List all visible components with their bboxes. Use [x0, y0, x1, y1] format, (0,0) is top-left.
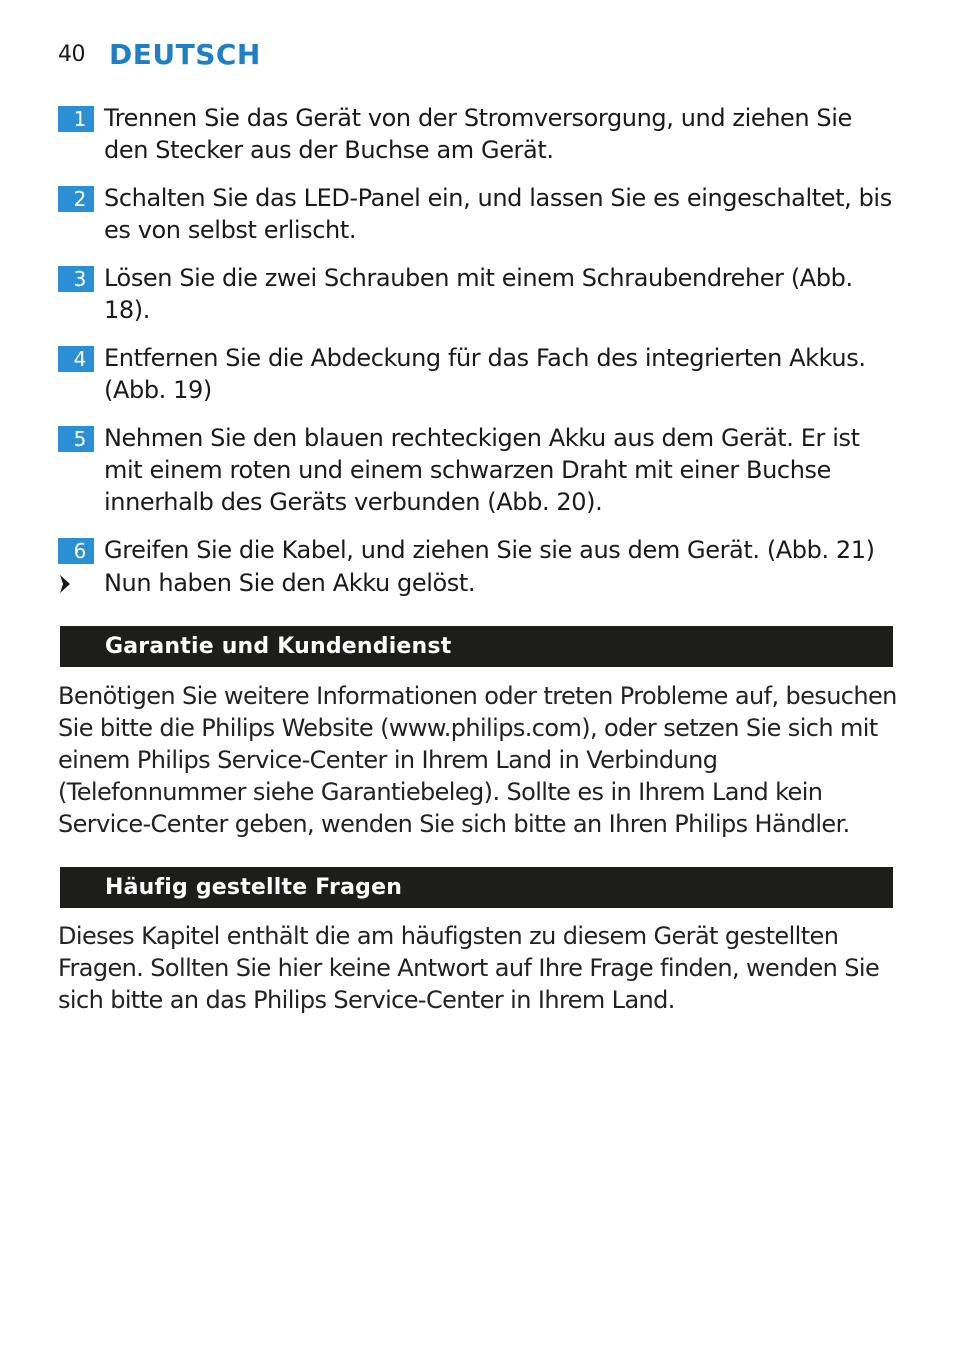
section-heading-faq: Häufig gestellte Fragen: [60, 867, 893, 908]
warranty-paragraph: Benötigen Sie weitere Informationen oder treten Probleme auf, besuchen Sie bitte die Philips Website (www.philips.com), oder setzen Sie sich mit einem Philips Service-Center in Ihrem Land in Verbindung (Telefonnummer siehe Garantiebeleg). Sollte es in Ihrem Land kein Service-Center geben, wenden Sie sich bitte an Ihren Philips Händler.: [58, 682, 897, 838]
language-section-title: DEUTSCH: [109, 37, 261, 71]
section-heading-warranty: Garantie und Kundendienst: [60, 626, 893, 667]
step-number-badge: 6: [58, 538, 94, 564]
step-text: Entfernen Sie die Abdeckung für das Fach des integrierten Akkus. (Abb. 19): [104, 344, 866, 404]
page-header: [58, 34, 261, 74]
result-arrow-icon: [60, 575, 70, 593]
step-number-badge: 4: [58, 346, 94, 372]
step-number-badge: 5: [58, 426, 94, 452]
step-5: [58, 422, 898, 518]
step-number-badge: 3: [58, 266, 94, 292]
step-number-badge: 1: [58, 106, 94, 132]
instruction-steps: [58, 102, 898, 599]
step-3: [58, 262, 898, 326]
step-2: [58, 182, 898, 246]
step-result: [58, 567, 898, 599]
faq-paragraph: Dieses Kapitel enthält die am häufigsten zu diesem Gerät gestellten Fragen. Sollten Sie hier keine Antwort auf Ihre Frage finden, wenden Sie sich bitte an das Philips Service-Center in Ihrem Land.: [58, 922, 880, 1014]
step-6: [58, 534, 898, 566]
result-text: Nun haben Sie den Akku gelöst.: [104, 569, 476, 597]
step-text: Trennen Sie das Gerät von der Stromversorgung, und ziehen Sie den Stecker aus der Buchse am Gerät.: [104, 104, 852, 164]
step-4: [58, 342, 898, 406]
step-text: Schalten Sie das LED-Panel ein, und lassen Sie es eingeschaltet, bis es von selbst erlischt.: [104, 184, 892, 244]
step-text: Greifen Sie die Kabel, und ziehen Sie sie aus dem Gerät. (Abb. 21): [104, 536, 875, 564]
step-1: [58, 102, 898, 166]
step-number-badge: 2: [58, 186, 94, 212]
step-text: Lösen Sie die zwei Schrauben mit einem Schraubendreher (Abb. 18).: [104, 264, 853, 324]
step-text: Nehmen Sie den blauen rechteckigen Akku aus dem Gerät. Er ist mit einem roten und einem schwarzen Draht mit einer Buchse innerhalb des Geräts verbunden (Abb. 20).: [104, 424, 860, 516]
page-number: 40: [58, 41, 85, 67]
